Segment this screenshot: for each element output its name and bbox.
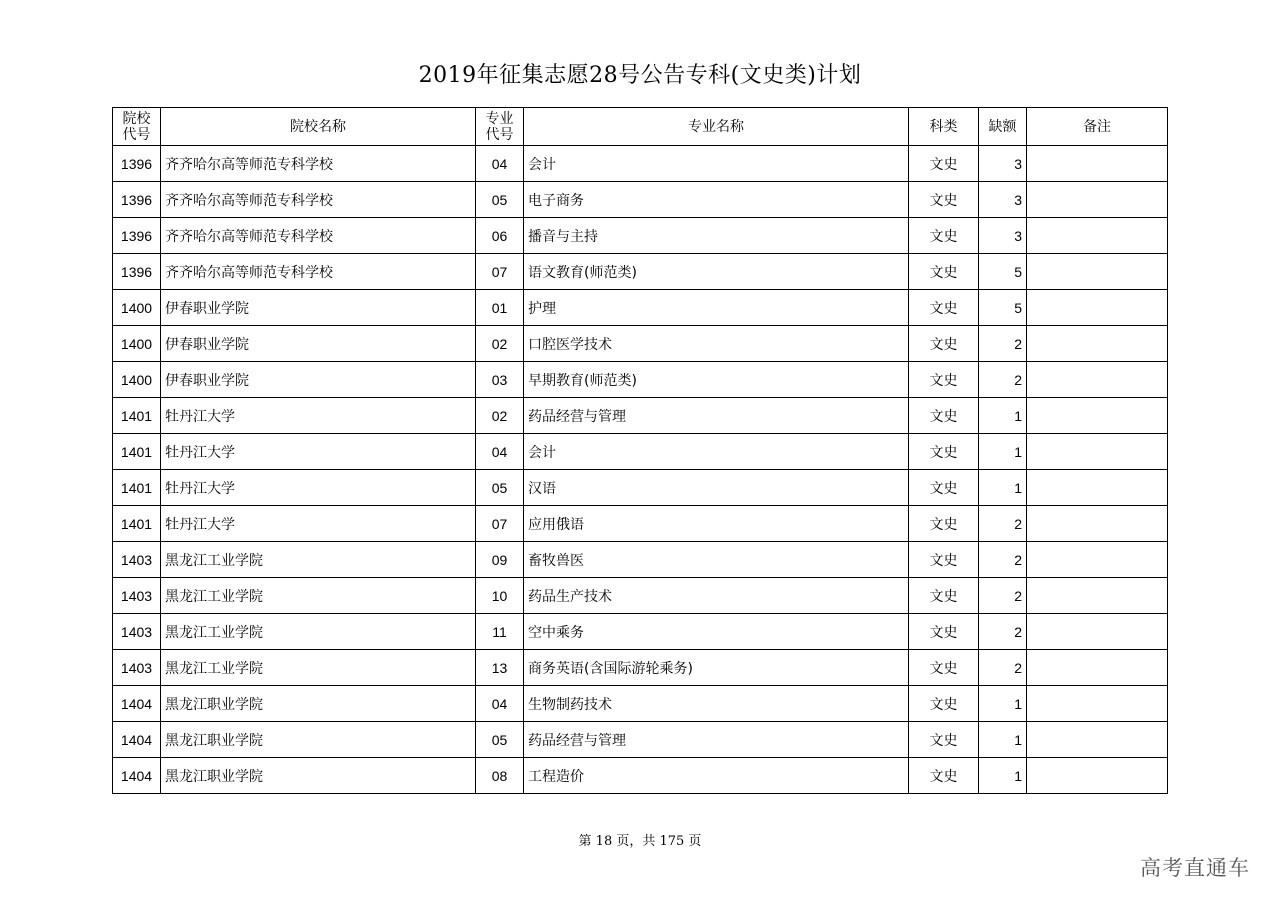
cell-school-name: 黑龙江工业学院 — [161, 542, 476, 578]
header-vacancy: 缺额 — [979, 108, 1027, 146]
cell-major-code: 08 — [476, 758, 524, 794]
table-header-row — [113, 108, 1168, 146]
cell-school-code: 1403 — [113, 578, 161, 614]
table-row — [113, 254, 1168, 290]
cell-remarks — [1027, 146, 1168, 182]
cell-major-code: 05 — [476, 722, 524, 758]
cell-school-name: 牡丹江大学 — [161, 470, 476, 506]
table-row — [113, 506, 1168, 542]
cell-category: 文史 — [909, 650, 979, 686]
cell-major-code: 13 — [476, 650, 524, 686]
cell-major-name: 药品经营与管理 — [524, 722, 909, 758]
cell-major-name: 应用俄语 — [524, 506, 909, 542]
table-row — [113, 614, 1168, 650]
cell-major-name: 会计 — [524, 434, 909, 470]
cell-category: 文史 — [909, 686, 979, 722]
cell-remarks — [1027, 542, 1168, 578]
cell-major-name: 语文教育(师范类) — [524, 254, 909, 290]
cell-remarks — [1027, 470, 1168, 506]
cell-school-code: 1404 — [113, 722, 161, 758]
cell-remarks — [1027, 362, 1168, 398]
cell-vacancy: 1 — [979, 758, 1027, 794]
cell-vacancy: 1 — [979, 686, 1027, 722]
cell-vacancy: 5 — [979, 290, 1027, 326]
header-school-name: 院校名称 — [161, 108, 476, 146]
cell-school-name: 黑龙江职业学院 — [161, 722, 476, 758]
document-title: 2019年征集志愿28号公告专科(文史类)计划 — [418, 63, 862, 88]
cell-vacancy: 3 — [979, 146, 1027, 182]
cell-major-code: 04 — [476, 686, 524, 722]
cell-school-code: 1396 — [113, 218, 161, 254]
header-major-name: 专业名称 — [524, 108, 909, 146]
cell-category: 文史 — [909, 614, 979, 650]
cell-school-code: 1400 — [113, 362, 161, 398]
table-row — [113, 182, 1168, 218]
table-row — [113, 650, 1168, 686]
cell-category: 文史 — [909, 218, 979, 254]
table-row — [113, 470, 1168, 506]
cell-major-code: 02 — [476, 398, 524, 434]
cell-vacancy: 5 — [979, 254, 1027, 290]
cell-remarks — [1027, 398, 1168, 434]
cell-major-code: 07 — [476, 506, 524, 542]
cell-school-name: 黑龙江工业学院 — [161, 650, 476, 686]
cell-major-code: 09 — [476, 542, 524, 578]
cell-remarks — [1027, 686, 1168, 722]
cell-major-code: 04 — [476, 146, 524, 182]
cell-school-name: 齐齐哈尔高等师范专科学校 — [161, 182, 476, 218]
table-row — [113, 218, 1168, 254]
table-row — [113, 578, 1168, 614]
table-row — [113, 146, 1168, 182]
cell-vacancy: 1 — [979, 434, 1027, 470]
cell-major-name: 商务英语(含国际游轮乘务) — [524, 650, 909, 686]
cell-category: 文史 — [909, 542, 979, 578]
page-number: 第 18 页，共 175 页 — [578, 834, 702, 849]
cell-school-name: 齐齐哈尔高等师范专科学校 — [161, 254, 476, 290]
cell-category: 文史 — [909, 722, 979, 758]
cell-category: 文史 — [909, 506, 979, 542]
cell-category: 文史 — [909, 254, 979, 290]
cell-remarks — [1027, 218, 1168, 254]
cell-school-name: 牡丹江大学 — [161, 506, 476, 542]
cell-vacancy: 1 — [979, 398, 1027, 434]
cell-school-code: 1404 — [113, 686, 161, 722]
cell-vacancy: 3 — [979, 182, 1027, 218]
cell-category: 文史 — [909, 398, 979, 434]
cell-vacancy: 3 — [979, 218, 1027, 254]
cell-remarks — [1027, 290, 1168, 326]
cell-school-name: 齐齐哈尔高等师范专科学校 — [161, 146, 476, 182]
cell-remarks — [1027, 506, 1168, 542]
cell-remarks — [1027, 326, 1168, 362]
cell-major-code: 04 — [476, 434, 524, 470]
cell-remarks — [1027, 254, 1168, 290]
table-row — [113, 434, 1168, 470]
cell-school-code: 1403 — [113, 650, 161, 686]
cell-major-name: 早期教育(师范类) — [524, 362, 909, 398]
cell-school-code: 1401 — [113, 506, 161, 542]
cell-major-code: 03 — [476, 362, 524, 398]
cell-category: 文史 — [909, 470, 979, 506]
cell-major-code: 11 — [476, 614, 524, 650]
cell-school-code: 1401 — [113, 434, 161, 470]
cell-remarks — [1027, 578, 1168, 614]
cell-vacancy: 2 — [979, 326, 1027, 362]
header-major-code-text: 专业 代号 — [485, 110, 514, 143]
cell-school-name: 伊春职业学院 — [161, 362, 476, 398]
cell-school-code: 1401 — [113, 398, 161, 434]
header-major-code — [476, 108, 524, 146]
cell-major-name: 播音与主持 — [524, 218, 909, 254]
table-body — [113, 146, 1168, 794]
cell-school-name: 牡丹江大学 — [161, 434, 476, 470]
cell-category: 文史 — [909, 326, 979, 362]
cell-category: 文史 — [909, 290, 979, 326]
cell-remarks — [1027, 434, 1168, 470]
cell-school-name: 黑龙江职业学院 — [161, 686, 476, 722]
cell-category: 文史 — [909, 182, 979, 218]
cell-major-code: 07 — [476, 254, 524, 290]
cell-school-name: 黑龙江职业学院 — [161, 758, 476, 794]
cell-category: 文史 — [909, 146, 979, 182]
cell-vacancy: 2 — [979, 362, 1027, 398]
cell-school-name: 伊春职业学院 — [161, 326, 476, 362]
cell-category: 文史 — [909, 434, 979, 470]
cell-category: 文史 — [909, 578, 979, 614]
cell-school-code: 1396 — [113, 146, 161, 182]
cell-remarks — [1027, 758, 1168, 794]
table-row — [113, 542, 1168, 578]
cell-school-name: 黑龙江工业学院 — [161, 578, 476, 614]
table-row — [113, 722, 1168, 758]
cell-remarks — [1027, 722, 1168, 758]
cell-school-code: 1401 — [113, 470, 161, 506]
cell-school-code: 1403 — [113, 542, 161, 578]
cell-school-code: 1396 — [113, 182, 161, 218]
header-remarks: 备注 — [1027, 108, 1168, 146]
cell-school-code: 1403 — [113, 614, 161, 650]
cell-major-code: 05 — [476, 470, 524, 506]
cell-vacancy: 2 — [979, 542, 1027, 578]
cell-major-name: 药品经营与管理 — [524, 398, 909, 434]
table-row — [113, 758, 1168, 794]
header-school-code — [113, 108, 161, 146]
cell-major-name: 电子商务 — [524, 182, 909, 218]
cell-category: 文史 — [909, 758, 979, 794]
cell-major-name: 会计 — [524, 146, 909, 182]
cell-school-name: 黑龙江工业学院 — [161, 614, 476, 650]
cell-vacancy: 2 — [979, 578, 1027, 614]
table-row — [113, 686, 1168, 722]
cell-major-name: 工程造价 — [524, 758, 909, 794]
cell-category: 文史 — [909, 362, 979, 398]
cell-vacancy: 1 — [979, 470, 1027, 506]
cell-school-code: 1396 — [113, 254, 161, 290]
cell-school-name: 牡丹江大学 — [161, 398, 476, 434]
table-row — [113, 290, 1168, 326]
cell-major-name: 空中乘务 — [524, 614, 909, 650]
cell-major-code: 02 — [476, 326, 524, 362]
cell-vacancy: 2 — [979, 614, 1027, 650]
cell-vacancy: 2 — [979, 650, 1027, 686]
cell-school-name: 伊春职业学院 — [161, 290, 476, 326]
header-school-code-text: 院校 代号 — [122, 110, 151, 143]
cell-major-code: 10 — [476, 578, 524, 614]
cell-major-name: 汉语 — [524, 470, 909, 506]
table-row — [113, 326, 1168, 362]
cell-school-name: 齐齐哈尔高等师范专科学校 — [161, 218, 476, 254]
enrollment-plan-table — [112, 107, 1168, 794]
cell-major-name: 生物制药技术 — [524, 686, 909, 722]
cell-school-code: 1400 — [113, 290, 161, 326]
watermark: 高考直通车 — [1140, 856, 1250, 880]
cell-major-name: 护理 — [524, 290, 909, 326]
cell-major-code: 06 — [476, 218, 524, 254]
table-row — [113, 398, 1168, 434]
cell-major-name: 药品生产技术 — [524, 578, 909, 614]
cell-major-code: 05 — [476, 182, 524, 218]
cell-remarks — [1027, 614, 1168, 650]
cell-remarks — [1027, 182, 1168, 218]
cell-remarks — [1027, 650, 1168, 686]
cell-vacancy: 2 — [979, 506, 1027, 542]
cell-school-code: 1400 — [113, 326, 161, 362]
cell-major-code: 01 — [476, 290, 524, 326]
cell-major-name: 畜牧兽医 — [524, 542, 909, 578]
cell-vacancy: 1 — [979, 722, 1027, 758]
header-category: 科类 — [909, 108, 979, 146]
cell-school-code: 1404 — [113, 758, 161, 794]
table-row — [113, 362, 1168, 398]
cell-major-name: 口腔医学技术 — [524, 326, 909, 362]
